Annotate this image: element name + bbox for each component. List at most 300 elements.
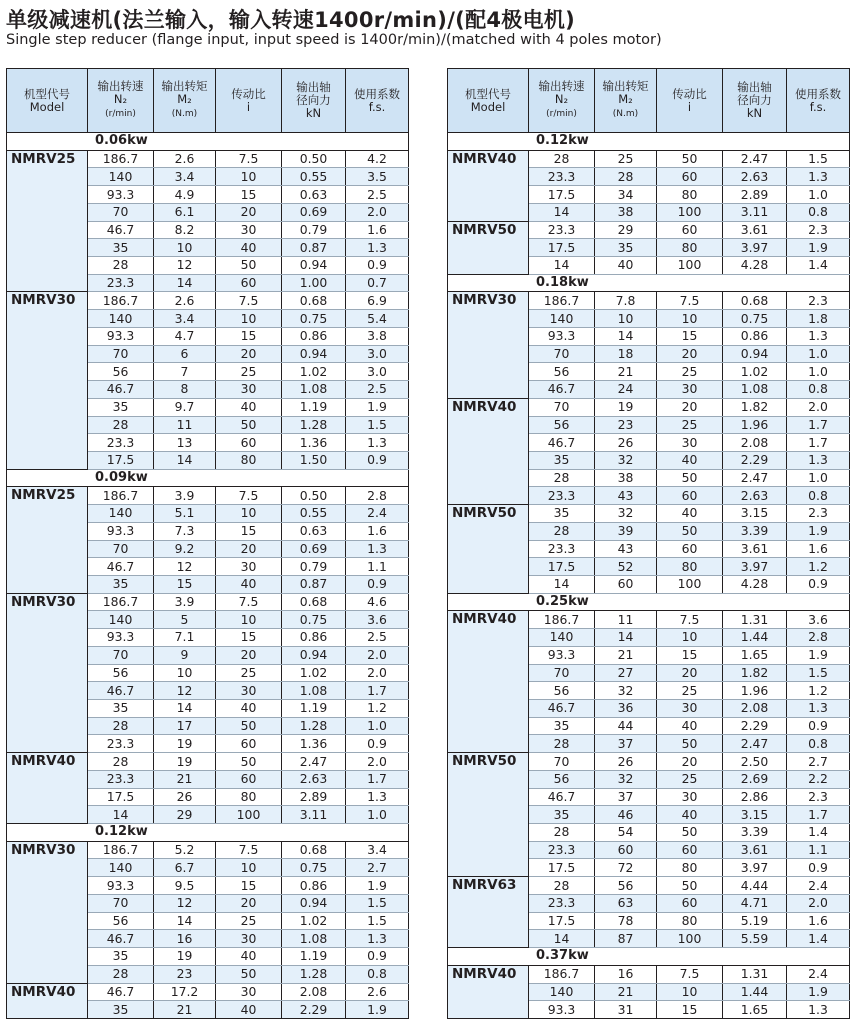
speed-cell: 23.3	[88, 274, 154, 292]
service-factor-cell: 1.2	[346, 700, 409, 718]
ratio-cell: 25	[657, 363, 723, 381]
force-cell: 0.94	[723, 345, 787, 363]
force-cell: 0.63	[282, 522, 346, 540]
force-cell: 2.47	[723, 735, 787, 753]
force-cell: 4.44	[723, 877, 787, 895]
speed-cell: 28	[529, 877, 595, 895]
speed-cell: 35	[88, 1001, 154, 1019]
header-force: 输出轴 径向力 kN	[723, 69, 787, 133]
power-section-row	[448, 593, 850, 611]
ratio-cell: 30	[657, 381, 723, 399]
service-factor-cell: 1.0	[787, 363, 850, 381]
force-cell: 1.28	[282, 416, 346, 434]
service-factor-cell: 1.7	[346, 682, 409, 700]
force-cell: 2.47	[723, 469, 787, 487]
ratio-cell: 50	[657, 469, 723, 487]
header-ratio: 传动比 i	[216, 69, 282, 133]
power-section-row	[7, 824, 409, 842]
service-factor-cell: 2.7	[346, 859, 409, 877]
force-cell: 0.94	[282, 894, 346, 912]
service-factor-cell: 1.9	[787, 646, 850, 664]
force-cell: 2.08	[723, 434, 787, 452]
torque-cell: 38	[595, 203, 657, 221]
table-row	[448, 221, 850, 239]
torque-cell: 21	[595, 646, 657, 664]
torque-cell: 15	[154, 575, 216, 593]
service-factor-cell: 1.3	[787, 1001, 850, 1019]
torque-cell: 29	[154, 806, 216, 824]
service-factor-cell: 1.5	[787, 664, 850, 682]
torque-cell: 9	[154, 646, 216, 664]
ratio-cell: 40	[216, 398, 282, 416]
force-cell: 1.08	[282, 682, 346, 700]
force-cell: 2.86	[723, 788, 787, 806]
torque-cell: 54	[595, 824, 657, 842]
force-cell: 1.08	[723, 381, 787, 399]
ratio-cell: 10	[657, 310, 723, 328]
spec-table-right	[447, 68, 850, 1019]
model-cell: NMRV25	[7, 487, 88, 593]
speed-cell: 46.7	[88, 983, 154, 1001]
ratio-cell: 80	[216, 788, 282, 806]
torque-cell: 78	[595, 912, 657, 930]
torque-cell: 72	[595, 859, 657, 877]
speed-cell: 35	[529, 505, 595, 523]
service-factor-cell: 2.0	[787, 894, 850, 912]
service-factor-cell: 1.5	[346, 416, 409, 434]
torque-cell: 60	[595, 575, 657, 593]
ratio-cell: 60	[216, 770, 282, 788]
speed-cell: 70	[88, 646, 154, 664]
speed-cell: 23.3	[529, 487, 595, 505]
service-factor-cell: 0.9	[346, 735, 409, 753]
force-cell: 3.97	[723, 558, 787, 576]
speed-cell: 186.7	[88, 487, 154, 505]
torque-cell: 6.7	[154, 859, 216, 877]
service-factor-cell: 3.6	[346, 611, 409, 629]
service-factor-cell: 2.5	[346, 381, 409, 399]
service-factor-cell: 2.3	[787, 221, 850, 239]
torque-cell: 26	[595, 434, 657, 452]
ratio-cell: 10	[216, 611, 282, 629]
speed-cell: 140	[88, 168, 154, 186]
force-cell: 0.94	[282, 345, 346, 363]
force-cell: 0.63	[282, 186, 346, 204]
speed-cell: 70	[88, 203, 154, 221]
torque-cell: 38	[595, 469, 657, 487]
force-cell: 1.96	[723, 682, 787, 700]
model-cell: NMRV50	[448, 753, 529, 877]
torque-cell: 4.7	[154, 327, 216, 345]
ratio-cell: 25	[657, 682, 723, 700]
torque-cell: 36	[595, 700, 657, 718]
ratio-cell: 40	[216, 575, 282, 593]
speed-cell: 186.7	[529, 611, 595, 629]
service-factor-cell: 1.2	[787, 558, 850, 576]
torque-cell: 19	[595, 398, 657, 416]
table-row	[7, 150, 409, 168]
service-factor-cell: 2.0	[346, 646, 409, 664]
speed-cell: 17.5	[529, 859, 595, 877]
torque-cell: 8	[154, 381, 216, 399]
service-factor-cell: 0.9	[346, 948, 409, 966]
torque-cell: 8.2	[154, 221, 216, 239]
force-cell: 0.75	[282, 611, 346, 629]
torque-cell: 43	[595, 540, 657, 558]
ratio-cell: 20	[657, 345, 723, 363]
speed-cell: 28	[88, 965, 154, 983]
torque-cell: 5.1	[154, 505, 216, 523]
speed-cell: 56	[529, 770, 595, 788]
header-model: 机型代号 Model	[7, 69, 88, 133]
force-cell: 0.55	[282, 168, 346, 186]
ratio-cell: 7.5	[657, 292, 723, 310]
ratio-cell: 100	[657, 257, 723, 275]
torque-cell: 9.5	[154, 877, 216, 895]
ratio-cell: 15	[657, 1001, 723, 1019]
model-cell: NMRV30	[7, 841, 88, 983]
force-cell: 2.63	[723, 168, 787, 186]
speed-cell: 46.7	[529, 434, 595, 452]
service-factor-cell: 2.3	[787, 292, 850, 310]
header-service-factor: 使用系数 f.s.	[787, 69, 850, 133]
service-factor-cell: 1.3	[787, 327, 850, 345]
service-factor-cell: 1.3	[787, 168, 850, 186]
ratio-cell: 30	[216, 221, 282, 239]
speed-cell: 14	[529, 930, 595, 948]
torque-cell: 26	[154, 788, 216, 806]
table-row	[448, 505, 850, 523]
service-factor-cell: 3.0	[346, 363, 409, 381]
force-cell: 2.29	[282, 1001, 346, 1019]
table-row	[7, 593, 409, 611]
speed-cell: 140	[88, 859, 154, 877]
service-factor-cell: 1.2	[787, 682, 850, 700]
service-factor-cell: 1.7	[787, 416, 850, 434]
service-factor-cell: 1.9	[787, 522, 850, 540]
ratio-cell: 60	[657, 894, 723, 912]
ratio-cell: 7.5	[216, 487, 282, 505]
torque-cell: 14	[595, 629, 657, 647]
speed-cell: 28	[529, 735, 595, 753]
force-cell: 2.47	[723, 150, 787, 168]
service-factor-cell: 0.9	[787, 717, 850, 735]
service-factor-cell: 1.6	[787, 540, 850, 558]
force-cell: 1.08	[282, 381, 346, 399]
speed-cell: 70	[529, 345, 595, 363]
force-cell: 1.44	[723, 983, 787, 1001]
force-cell: 0.55	[282, 505, 346, 523]
force-cell: 2.08	[723, 700, 787, 718]
service-factor-cell: 1.3	[346, 540, 409, 558]
force-cell: 0.87	[282, 239, 346, 257]
speed-cell: 17.5	[529, 558, 595, 576]
model-cell: NMRV40	[448, 965, 529, 1018]
speed-cell: 23.3	[88, 735, 154, 753]
header-model: 机型代号 Model	[448, 69, 529, 133]
model-cell: NMRV30	[7, 292, 88, 469]
model-cell: NMRV30	[7, 593, 88, 752]
speed-cell: 186.7	[88, 841, 154, 859]
torque-cell: 14	[154, 451, 216, 469]
force-cell: 0.75	[282, 859, 346, 877]
force-cell: 0.69	[282, 203, 346, 221]
speed-cell: 23.3	[529, 540, 595, 558]
service-factor-cell: 3.5	[346, 168, 409, 186]
model-cell: NMRV25	[7, 150, 88, 292]
speed-cell: 70	[529, 398, 595, 416]
torque-cell: 19	[154, 948, 216, 966]
ratio-cell: 30	[657, 434, 723, 452]
table-header-row	[7, 69, 409, 133]
model-cell: NMRV40	[448, 611, 529, 753]
ratio-cell: 30	[216, 682, 282, 700]
torque-cell: 7.3	[154, 522, 216, 540]
ratio-cell: 30	[657, 700, 723, 718]
force-cell: 1.65	[723, 646, 787, 664]
force-cell: 1.44	[723, 629, 787, 647]
force-cell: 3.97	[723, 859, 787, 877]
force-cell: 5.59	[723, 930, 787, 948]
torque-cell: 29	[595, 221, 657, 239]
torque-cell: 23	[595, 416, 657, 434]
service-factor-cell: 1.9	[787, 239, 850, 257]
service-factor-cell: 4.2	[346, 150, 409, 168]
force-cell: 3.11	[282, 806, 346, 824]
speed-cell: 93.3	[88, 877, 154, 895]
ratio-cell: 15	[216, 522, 282, 540]
speed-cell: 23.3	[529, 894, 595, 912]
service-factor-cell: 2.0	[346, 664, 409, 682]
speed-cell: 35	[529, 717, 595, 735]
ratio-cell: 15	[216, 877, 282, 895]
ratio-cell: 30	[216, 983, 282, 1001]
ratio-cell: 50	[657, 522, 723, 540]
ratio-cell: 7.5	[216, 593, 282, 611]
speed-cell: 35	[88, 575, 154, 593]
force-cell: 0.50	[282, 150, 346, 168]
torque-cell: 10	[154, 239, 216, 257]
torque-cell: 35	[595, 239, 657, 257]
ratio-cell: 10	[216, 310, 282, 328]
force-cell: 1.31	[723, 965, 787, 983]
ratio-cell: 20	[657, 664, 723, 682]
model-cell: NMRV50	[448, 221, 529, 274]
force-cell: 1.96	[723, 416, 787, 434]
speed-cell: 56	[88, 363, 154, 381]
torque-cell: 26	[595, 753, 657, 771]
ratio-cell: 50	[657, 735, 723, 753]
power-label: 0.25kw	[448, 593, 850, 611]
torque-cell: 21	[154, 770, 216, 788]
force-cell: 2.08	[282, 983, 346, 1001]
ratio-cell: 15	[657, 327, 723, 345]
power-section-row	[448, 133, 850, 151]
force-cell: 2.29	[723, 717, 787, 735]
speed-cell: 186.7	[529, 965, 595, 983]
header-torque: 输出转矩 M₂ (N.m)	[154, 69, 216, 133]
torque-cell: 13	[154, 434, 216, 452]
header-torque: 输出转矩 M₂ (N.m)	[595, 69, 657, 133]
service-factor-cell: 2.5	[346, 186, 409, 204]
ratio-cell: 60	[657, 540, 723, 558]
ratio-cell: 50	[657, 877, 723, 895]
force-cell: 1.36	[282, 434, 346, 452]
speed-cell: 28	[88, 257, 154, 275]
force-cell: 1.19	[282, 700, 346, 718]
speed-cell: 140	[88, 611, 154, 629]
ratio-cell: 30	[216, 381, 282, 399]
table-header-row	[448, 69, 850, 133]
service-factor-cell: 0.8	[787, 203, 850, 221]
force-cell: 1.82	[723, 398, 787, 416]
ratio-cell: 7.5	[657, 965, 723, 983]
speed-cell: 17.5	[88, 788, 154, 806]
ratio-cell: 40	[216, 239, 282, 257]
speed-cell: 140	[88, 310, 154, 328]
model-cell: NMRV40	[448, 150, 529, 221]
table-row	[7, 983, 409, 1001]
power-section-row	[7, 469, 409, 487]
torque-cell: 32	[595, 451, 657, 469]
speed-cell: 35	[529, 806, 595, 824]
service-factor-cell: 1.0	[787, 345, 850, 363]
speed-cell: 93.3	[529, 327, 595, 345]
service-factor-cell: 1.9	[346, 398, 409, 416]
ratio-cell: 50	[216, 965, 282, 983]
force-cell: 2.69	[723, 770, 787, 788]
service-factor-cell: 1.4	[787, 930, 850, 948]
torque-cell: 19	[154, 753, 216, 771]
speed-cell: 46.7	[88, 682, 154, 700]
force-cell: 0.75	[282, 310, 346, 328]
model-cell: NMRV63	[448, 877, 529, 948]
torque-cell: 18	[595, 345, 657, 363]
speed-cell: 46.7	[88, 930, 154, 948]
force-cell: 0.86	[282, 327, 346, 345]
force-cell: 1.28	[282, 717, 346, 735]
torque-cell: 21	[154, 1001, 216, 1019]
torque-cell: 56	[595, 877, 657, 895]
speed-cell: 56	[529, 416, 595, 434]
table-row	[448, 398, 850, 416]
service-factor-cell: 0.9	[787, 575, 850, 593]
torque-cell: 19	[154, 735, 216, 753]
force-cell: 0.86	[282, 877, 346, 895]
force-cell: 4.28	[723, 257, 787, 275]
ratio-cell: 20	[216, 203, 282, 221]
force-cell: 0.68	[282, 593, 346, 611]
torque-cell: 37	[595, 788, 657, 806]
force-cell: 0.94	[282, 257, 346, 275]
force-cell: 0.79	[282, 221, 346, 239]
force-cell: 0.79	[282, 558, 346, 576]
service-factor-cell: 2.0	[787, 398, 850, 416]
torque-cell: 12	[154, 558, 216, 576]
header-ratio: 传动比 i	[657, 69, 723, 133]
table-row	[448, 611, 850, 629]
speed-cell: 35	[88, 700, 154, 718]
force-cell: 3.39	[723, 522, 787, 540]
speed-cell: 70	[88, 540, 154, 558]
power-label: 0.09kw	[7, 469, 409, 487]
service-factor-cell: 2.8	[787, 629, 850, 647]
table-row	[7, 753, 409, 771]
ratio-cell: 50	[657, 824, 723, 842]
speed-cell: 17.5	[529, 186, 595, 204]
force-cell: 3.39	[723, 824, 787, 842]
service-factor-cell: 0.8	[787, 381, 850, 399]
speed-cell: 93.3	[88, 327, 154, 345]
ratio-cell: 25	[216, 363, 282, 381]
ratio-cell: 80	[657, 558, 723, 576]
speed-cell: 28	[529, 522, 595, 540]
speed-cell: 186.7	[88, 292, 154, 310]
ratio-cell: 20	[216, 540, 282, 558]
force-cell: 2.50	[723, 753, 787, 771]
speed-cell: 93.3	[529, 646, 595, 664]
force-cell: 3.11	[723, 203, 787, 221]
force-cell: 0.94	[282, 646, 346, 664]
ratio-cell: 100	[657, 930, 723, 948]
force-cell: 1.19	[282, 948, 346, 966]
ratio-cell: 7.5	[216, 292, 282, 310]
speed-cell: 23.3	[529, 841, 595, 859]
torque-cell: 5.2	[154, 841, 216, 859]
torque-cell: 24	[595, 381, 657, 399]
ratio-cell: 7.5	[216, 841, 282, 859]
service-factor-cell: 2.3	[787, 505, 850, 523]
torque-cell: 12	[154, 682, 216, 700]
service-factor-cell: 2.6	[346, 983, 409, 1001]
model-cell: NMRV50	[448, 505, 529, 594]
speed-cell: 140	[529, 310, 595, 328]
ratio-cell: 100	[216, 806, 282, 824]
ratio-cell: 100	[657, 575, 723, 593]
speed-cell: 35	[529, 451, 595, 469]
ratio-cell: 20	[216, 894, 282, 912]
force-cell: 4.28	[723, 575, 787, 593]
speed-cell: 23.3	[88, 770, 154, 788]
speed-cell: 14	[529, 575, 595, 593]
service-factor-cell: 3.6	[787, 611, 850, 629]
torque-cell: 14	[154, 700, 216, 718]
table-row	[448, 150, 850, 168]
speed-cell: 46.7	[529, 700, 595, 718]
force-cell: 0.69	[282, 540, 346, 558]
ratio-cell: 50	[657, 150, 723, 168]
force-cell: 3.61	[723, 540, 787, 558]
speed-cell: 93.3	[88, 629, 154, 647]
service-factor-cell: 0.9	[346, 257, 409, 275]
header-service-factor: 使用系数 f.s.	[346, 69, 409, 133]
speed-cell: 14	[88, 806, 154, 824]
service-factor-cell: 1.3	[346, 239, 409, 257]
force-cell: 0.86	[723, 327, 787, 345]
torque-cell: 44	[595, 717, 657, 735]
speed-cell: 28	[529, 824, 595, 842]
model-cell: NMRV40	[448, 398, 529, 504]
force-cell: 1.31	[723, 611, 787, 629]
header-speed: 输出转速 N₂ (r/min)	[88, 69, 154, 133]
speed-cell: 56	[529, 682, 595, 700]
ratio-cell: 7.5	[657, 611, 723, 629]
torque-cell: 31	[595, 1001, 657, 1019]
force-cell: 1.19	[282, 398, 346, 416]
speed-cell: 70	[88, 894, 154, 912]
service-factor-cell: 1.6	[346, 522, 409, 540]
page-subtitle: Single step reducer (flange input, input speed is 1400r/min)/(matched with 4 poles motor)	[6, 32, 662, 48]
